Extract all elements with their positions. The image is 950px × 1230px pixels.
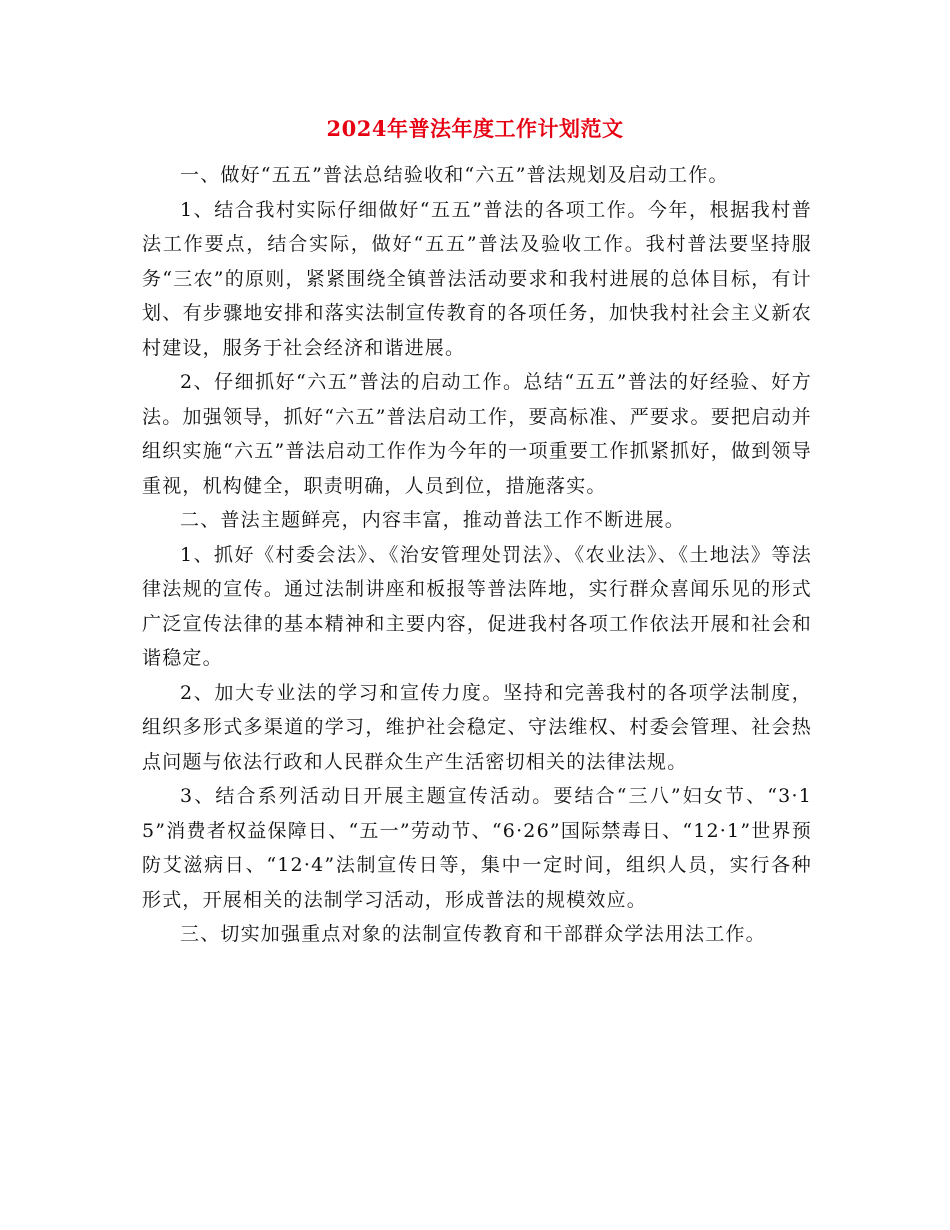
paragraph-section-1-item-2: 2、仔细抓好“六五”普法的启动工作。总结“五五”普法的好经验、好方法。加强领导，抓好“六五”普法启动工作，要高标准、严要求。要把启动并组织实施“六五”普法启动工作作为今年的一项重要工作抓紧抓好，做到领导重视，机构健全，职责明确，人员到位，措施落实。 bbox=[142, 371, 812, 497]
paragraph-section-2-item-2: 2、加大专业法的学习和宣传力度。坚持和完善我村的各项学法制度，组织多形式多渠道的学习，维护社会稳定、守法维权、村委会管理、社会热点问题与依法行政和人民群众生产生活密切相关的法律法规。 bbox=[142, 681, 812, 773]
paragraph-section-2-heading: 二、普法主题鲜亮，内容丰富，推动普法工作不断进展。 bbox=[180, 509, 686, 531]
paragraph-section-2-item-3: 3、结合系列活动日开展主题宣传活动。要结合“三八”妇女节、“3·15”消费者权益保障日、“五一”劳动节、“6·26”国际禁毒日、“12·1”世界预防艾滋病日、“12·4”法制宣传日等，集中一定时间，组织人员，实行各种形式，开展相关的法制学习活动，形成普法的规模效应。 bbox=[142, 785, 812, 911]
paragraph-section-3-heading: 三、切实加强重点对象的法制宣传教育和干部群众学法用法工作。 bbox=[180, 923, 766, 945]
paragraph-section-1-item-1: 1、结合我村实际仔细做好“五五”普法的各项工作。今年，根据我村普法工作要点，结合实际，做好“五五”普法及验收工作。我村普法要坚持服务“三农”的原则，紧紧围绕全镇普法活动要求和我村进展的总体目标，有计划、有步骤地安排和落实法制宣传教育的各项任务，加快我村社会主义新农村建设，服务于社会经济和谐进展。 bbox=[142, 198, 812, 359]
paragraph-section-1-heading: 一、做好“五五”普法总结验收和“六五”普法规划及启动工作。 bbox=[180, 164, 729, 186]
paragraph-section-2-item-1: 1、抓好《村委会法》、《治安管理处罚法》、《农业法》、《土地法》等法律法规的宣传。通过法制讲座和板报等普法阵地，实行群众喜闻乐见的形式广泛宣传法律的基本精神和主要内容，促进我村各项工作依法开展和社会和谐稳定。 bbox=[142, 543, 812, 669]
document-title: 2024年普法年度工作计划范文 bbox=[326, 116, 624, 141]
document-body bbox=[142, 158, 812, 952]
